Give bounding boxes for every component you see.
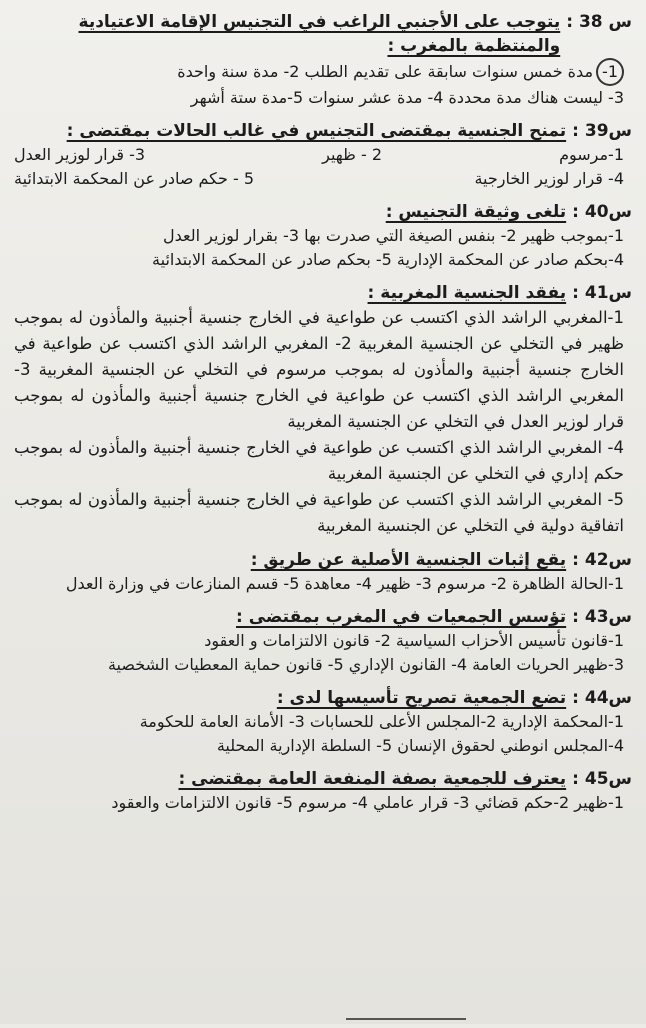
question-43-number: س43 : [572,607,632,627]
question-39-option-1: 1-مرسوم [559,145,624,164]
question-38-title: يتوجب على الأجنبي الراغب في التجنيس الإقامة الاعتيادية والمنتظمة بالمغرب : [78,12,561,56]
question-41-option-4: 4- المغربي الراشد الذي اكتسب عن طواعية في الخارج جنسية أجنبية والمأذون له بموجب حكم إداري في التخلي عن الجنسية المغربية [14,438,624,483]
question-40-options-line-2: 4-بحكم صادر عن المحكمة الإدارية 5- بحكم صادر عن المحكمة الابتدائية [152,250,624,269]
question-42-options: 1-الحالة الظاهرة 2- مرسوم 3- ظهير 4- معاهدة 5- قسم المنازعات في وزارة العدل [65,574,624,593]
question-41-number: س41 : [572,283,632,303]
circled-answer-mark: 1- [596,58,624,86]
question-40-header [14,200,632,224]
question-39-header [14,119,632,143]
question-45-title: يعترف للجمعية بصفة المنفعة العامة بمقتضى : [178,769,567,789]
question-43-options-line-1: 1-قانون تأسيس الأحزاب السياسية 2- قانون الالتزامات و العقود [204,631,624,650]
question-38 [14,10,632,110]
question-39-options-line-2 [14,167,632,191]
question-40 [14,200,632,272]
question-38-line-1-text: مدة خمس سنوات سابقة على تقديم الطلب 2- مدة سنة واحدة [177,62,594,81]
question-45-header [14,767,632,791]
question-41-options-1-to-3: 1-المغربي الراشد الذي اكتسب عن طواعية في الخارج جنسية أجنبية والمأذون له بموجب ظهير في التخلي عن الجنسية المغربية 2- المغربي الراشد الذي اكتسب عن طواعية في الخارج جنسية أجنبية والمأذون له بموجب مرسوم في التخلي عن الجنسية المغربية 3- المغربي الراشد الذي اكتسب عن طواعية في الخارج جنسية أجنبية والمأذون له بموجب قرار لوزير العدل في التخلي عن الجنسية المغربية [14,308,624,431]
question-39 [14,119,632,191]
question-40-title: تلغى وثيقة التجنيس : [385,202,567,222]
cut-off-next-line [346,1018,466,1028]
question-39-number: س39 : [572,121,632,141]
question-38-number: س 38 : [566,12,632,32]
question-38-header [14,10,632,58]
question-42 [14,548,632,596]
question-42-header [14,548,632,572]
question-39-option-3: 3- قرار لوزير العدل [14,145,146,164]
question-38-options-line-1 [14,58,632,86]
question-39-options-line-1 [14,143,632,167]
question-44 [14,686,632,758]
question-45 [14,767,632,815]
question-41 [14,281,632,539]
question-45-number: س45 : [572,769,632,789]
question-44-options-line-2: 4-المجلس انوطني لحقوق الإنسان 5- السلطة الإدارية المحلية [216,736,624,755]
question-44-options-line-1: 1-المحكمة الإدارية 2-المجلس الأعلى للحسابات 3- الأمانة العامة للحكومة [139,712,624,731]
question-44-title: تضع الجمعية تصريح تأسيسها لدى : [276,688,567,708]
question-42-number: س42 : [572,550,632,570]
question-45-options: 1-ظهير 2-حكم قضائي 3- قرار عاملي 4- مرسوم 5- قانون الالتزامات والعقود [111,793,624,812]
question-42-title: يقع إثبات الجنسية الأصلية عن طريق : [250,550,567,570]
question-39-option-5: 5 - حكم صادر عن المحكمة الابتدائية [14,169,255,188]
question-41-title: يفقد الجنسية المغربية : [367,283,567,303]
question-39-title: تمنح الجنسية بمقتضى التجنيس في غالب الحالات بمقتضى : [66,121,567,141]
question-43-header [14,605,632,629]
question-43-options-line-2: 3-ظهير الحريات العامة 4- القانون الإداري 5- قانون حماية المعطيات الشخصية [107,655,624,674]
question-43-title: تؤسس الجمعيات في المغرب بمقتضى : [236,607,567,627]
question-40-options-line-1: 1-بموجب ظهير 2- بنفس الصيغة التي صدرت بها 3- بقرار لوزير العدل [163,226,624,245]
question-44-header [14,686,632,710]
question-41-header [14,281,632,305]
question-39-option-4: 4- قرار لوزير الخارجية [474,169,624,188]
question-43 [14,605,632,677]
question-41-option-5: 5- المغربي الراشد الذي اكتسب عن طواعية في الخارج جنسية أجنبية والمأذون له بموجب اتفاقية دولية في التخلي عن الجنسية المغربية [14,490,624,535]
question-38-options-line-2: 3- ليست هناك مدة محددة 4- مدة عشر سنوات 5-مدة ستة أشهر [190,88,624,107]
question-40-number: س40 : [572,202,632,222]
question-44-number: س44 : [572,688,632,708]
question-39-option-2: 2 - ظهير [322,145,383,164]
